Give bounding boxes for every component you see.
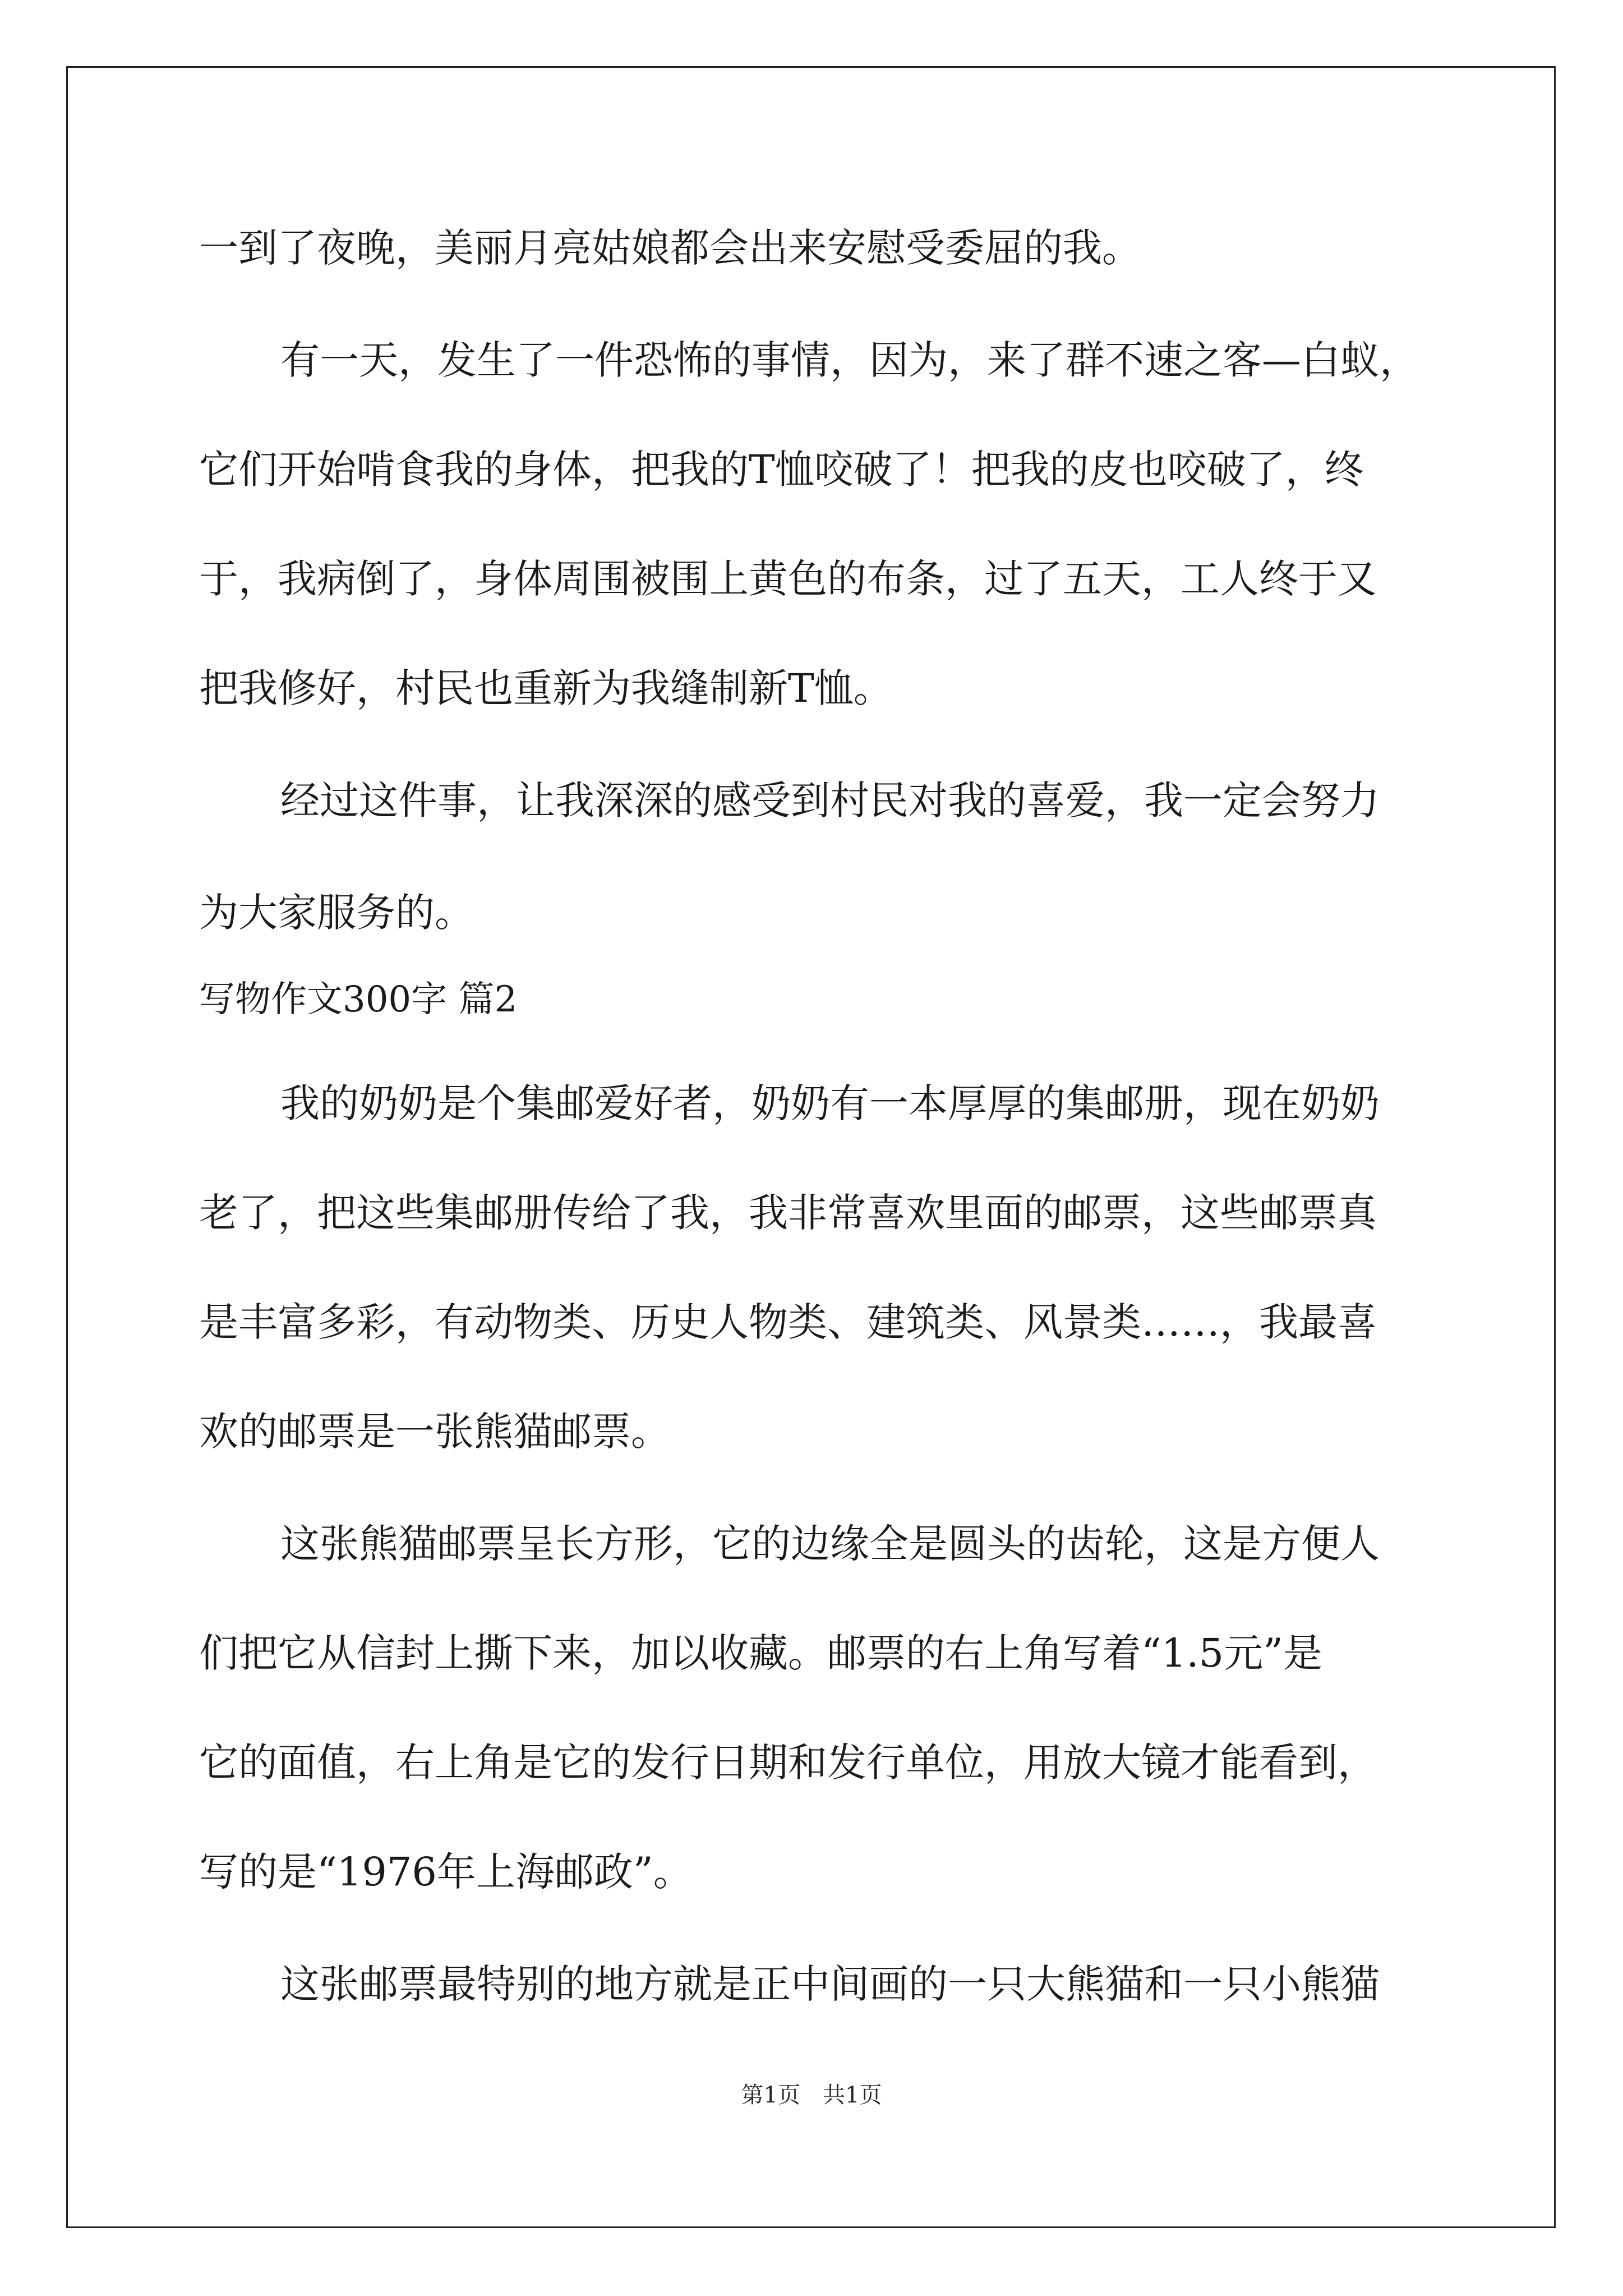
text-line: 写的是“1976年上海邮政”。 (199, 1849, 693, 1895)
page-total: 共1页 (823, 2082, 882, 2108)
page-number: 第1页 (741, 2082, 800, 2108)
paragraph-start: 这张邮票最特别的地方就是正中间画的一只大熊猫和一只小熊猫 (280, 1961, 1380, 2007)
section-heading: 写物作文300字 篇2 (199, 979, 518, 1020)
text-line: 欢的邮票是一张熊猫邮票。 (199, 1409, 670, 1455)
text-line: 老了，把这些集邮册传给了我，我非常喜欢里面的邮票，这些邮票真 (199, 1190, 1377, 1236)
page-footer (0, 2081, 1623, 2109)
paragraph-start: 经过这件事，让我深深的感受到村民对我的喜爱，我一定会努力 (280, 777, 1380, 823)
paragraph-start: 我的奶奶是个集邮爱好者，奶奶有一本厚厚的集邮册，现在奶奶 (280, 1080, 1380, 1126)
paragraph-start: 有一天，发生了一件恐怖的事情，因为，来了群不速之客—白蚁， (280, 337, 1419, 383)
text-line: 它的面值，右上角是它的发行日期和发行单位，用放大镜才能看到， (199, 1740, 1377, 1786)
text-line: 们把它从信封上撕下来，加以收藏。邮票的右上角写着“1.5元”是 (199, 1630, 1322, 1676)
text-line: 于，我病倒了，身体周围被围上黄色的布条，过了五天，工人终于又 (199, 556, 1377, 602)
text-line: 是丰富多彩，有动物类、历史人物类、建筑类、风景类……，我最喜 (199, 1299, 1377, 1345)
text-line: 为大家服务的。 (199, 890, 474, 936)
text-line: 它们开始啃食我的身体，把我的T恤咬破了！把我的皮也咬破了，终 (199, 447, 1364, 493)
page-border (66, 66, 1556, 2228)
text-line: 一到了夜晚，美丽月亮姑娘都会出来安慰受委屈的我。 (199, 225, 1141, 271)
text-line: 把我修好，村民也重新为我缝制新T恤。 (199, 665, 893, 711)
paragraph-start: 这张熊猫邮票呈长方形，它的边缘全是圆头的齿轮，这是方便人 (280, 1521, 1380, 1567)
